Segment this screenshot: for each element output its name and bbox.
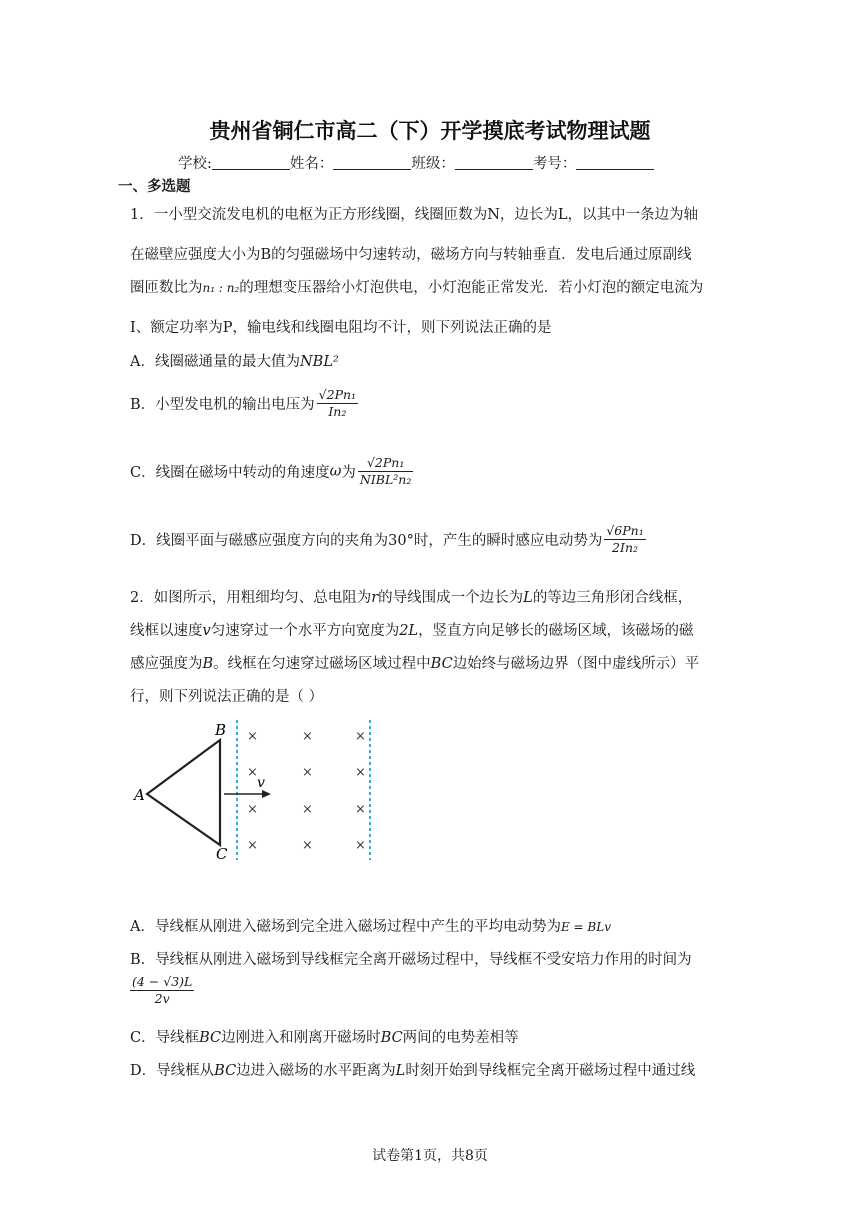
q2-option-d: D．导线框从BC边进入磁场的水平距离为L时刻开始到导线框完全离开磁场过程中通过线	[130, 1063, 696, 1079]
nbl2-expr: NBL²	[299, 354, 339, 370]
q1-option-d: D．线圈平面与磁感应强度方向的夹角为30°时，产生的瞬时感应电动势为 $\frac{\text{√6Pn₁}}{\text{2In₂}}$	[130, 523, 644, 555]
q1-option-a: A．线圈磁通量的最大值为NBL²	[130, 354, 339, 370]
school-blank	[212, 155, 290, 170]
page-title: 贵州省铜仁市高二（下）开学摸底考试物理试题	[209, 119, 651, 143]
q1-line-3: 圈匝数比为n₁ : n₂的理想变压器给小灯泡供电，小灯泡能正常发光．若小灯泡的额定电流为	[130, 280, 704, 296]
fraction-d: $\frac{\text{√6Pn₁}}{\text{2In₂}}$	[606, 523, 644, 555]
section-heading: 一、多选题	[118, 179, 191, 195]
field-cross: ×	[355, 729, 366, 744]
school-label: 学校:	[178, 156, 212, 172]
q1-option-b: B．小型发电机的输出电压为 $\frac{\text{√2Pn₁}}{\text{In₂}}$	[130, 387, 357, 419]
emf-expr: E = BLv	[560, 920, 611, 934]
omega-symbol: ω	[329, 463, 342, 480]
field-cross: ×	[247, 838, 258, 853]
fraction-c: $\frac{\text{√2Pn₁}}{\text{NIBL²n₂}}$	[359, 455, 412, 487]
number-label: 考号：	[532, 156, 577, 172]
name-label: 姓名：	[289, 156, 334, 172]
field-cross: ×	[355, 802, 366, 817]
q2-option-c: C．导线框BC边刚进入和刚离开磁场时BC两间的电势差相等	[130, 1030, 519, 1046]
q1-line-2: 在磁壁应强度大小为B的匀强磁场中匀速转动，磁场方向与转轴垂直．发电后通过原副线	[130, 247, 692, 263]
field-cross: ×	[302, 802, 313, 817]
field-cross: ×	[355, 765, 366, 780]
magnetic-field-figure	[125, 715, 385, 865]
q1-line-4: I、额定功率为P，输电线和线圈电阻均不计，则下列说法正确的是	[130, 320, 552, 336]
field-cross: ×	[247, 729, 258, 744]
q1-line-1: 1．一小型交流发电机的电枢为正方形线圈，线圈匝数为N，边长为L，以其中一条边为轴	[130, 207, 699, 223]
label-a: A	[134, 786, 145, 804]
q2-option-a: A．导线框从刚进入磁场到完全进入磁场过程中产生的平均电动势为E = BLv	[130, 919, 611, 935]
q1-option-c: C．线圈在磁场中转动的角速度ω为 $\frac{\text{√2Pn₁}}{\text{NIBL²n₂}}$	[130, 455, 412, 487]
q2-line-2: 线框以速度v匀速穿过一个水平方向宽度为2L，竖直方向足够长的磁场区域，该磁场的磁	[130, 623, 694, 639]
student-info	[178, 152, 654, 173]
name-blank	[333, 155, 411, 170]
label-b: B	[215, 721, 227, 739]
field-crosses	[247, 729, 366, 853]
field-cross: ×	[355, 838, 366, 853]
turns-ratio: n₁ : n₂	[202, 281, 240, 295]
velocity-arrowhead	[262, 790, 271, 798]
number-blank	[576, 155, 654, 170]
field-cross: ×	[247, 765, 258, 780]
q2-line-1: 2．如图所示，用粗细均匀、总电阻为r的导线围成一个边长为L的等边三角形闭合线框，	[130, 590, 693, 606]
field-cross: ×	[302, 765, 313, 780]
q2-line-4: 行，则下列说法正确的是（ ）	[130, 689, 324, 705]
fraction-b: $\frac{\text{√2Pn₁}}{\text{In₂}}$	[318, 387, 357, 419]
triangle-frame	[147, 740, 220, 845]
page-footer: 试卷第1页，共8页	[372, 1148, 488, 1164]
q2-option-b: B．导线框从刚进入磁场到导线框完全离开磁场过程中，导线框不受安培力作用的时间为	[130, 952, 692, 968]
field-cross: ×	[302, 729, 313, 744]
q2-line-3: 感应强度为B。线框在匀速穿过磁场区域过程中BC边始终与磁场边界（图中虚线所示）平	[130, 656, 700, 672]
label-v: v	[257, 775, 265, 791]
field-cross: ×	[302, 838, 313, 853]
class-label: 班级：	[411, 156, 455, 172]
q2-option-b-fraction: $\frac{(4 - √3)L}{2v}$	[132, 974, 193, 1006]
label-c: C	[216, 845, 228, 863]
field-cross: ×	[247, 802, 258, 817]
class-blank	[455, 155, 533, 170]
